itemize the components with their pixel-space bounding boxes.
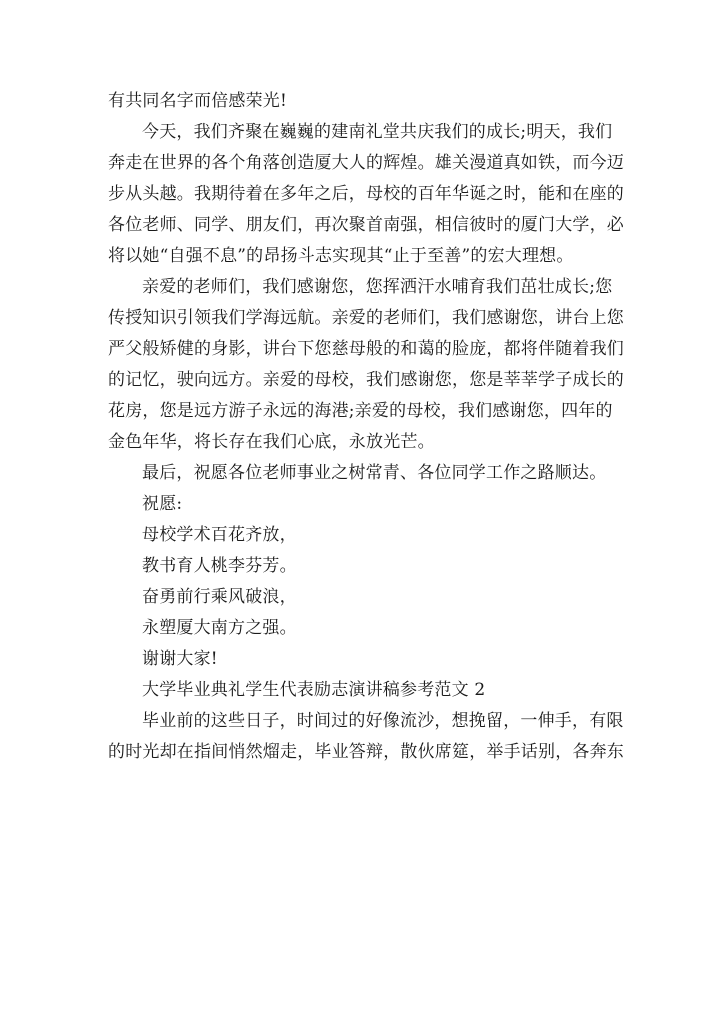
text-line: 步从头越。我期待着在多年之后，母校的百年华诞之时，能和在座的 <box>108 184 624 204</box>
document-page <box>108 86 624 768</box>
text-line: 的记忆，驶向远方。亲爱的母校，我们感谢您，您是莘莘学子成长的 <box>108 370 624 390</box>
text-line: 奋勇前行乘风破浪， <box>142 587 297 607</box>
text-line: 毕业前的这些日子，时间过的好像流沙，想挽留，一伸手，有限 <box>142 711 624 731</box>
text-line: 教书育人桃李芬芳。 <box>142 556 297 576</box>
text-line: 传授知识引领我们学海远航。亲爱的老师们，我们感谢您，讲台上您 <box>108 308 624 328</box>
text-line: 永塑厦大南方之强。 <box>142 618 297 638</box>
text-line: 的时光却在指间悄然熘走，毕业答辩，散伙席筵，举手话别，各奔东 <box>108 742 624 762</box>
text-line: 亲爱的老师们，我们感谢您，您挥洒汗水哺育我们茁壮成长;您 <box>142 277 613 297</box>
section-heading: 大学毕业典礼学生代表励志演讲稿参考范文 2 <box>142 680 486 700</box>
text-line: 有共同名字而倍感荣光! <box>108 91 288 111</box>
text-line: 花房，您是远方游子永远的海港;亲爱的母校，我们感谢您，四年的 <box>108 401 613 421</box>
text-line: 金色年华，将长存在我们心底，永放光芒。 <box>108 432 435 452</box>
text-line: 母校学术百花齐放， <box>142 525 297 545</box>
text-line: 将以她“自强不息”的昂扬斗志实现其“止于至善”的宏大理想。 <box>108 246 574 266</box>
text-line: 祝愿: <box>142 494 183 514</box>
text-line: 最后，祝愿各位老师事业之树常青、各位同学工作之路顺达。 <box>142 463 607 483</box>
text-line: 今天，我们齐聚在巍巍的建南礼堂共庆我们的成长;明天，我们 <box>142 122 613 142</box>
text-line: 奔走在世界的各个角落创造厦大人的辉煌。雄关漫道真如铁，而今迈 <box>108 153 624 173</box>
text-line: 各位老师、同学、朋友们，再次聚首南强，相信彼时的厦门大学，必 <box>108 215 624 235</box>
text-line: 严父般矫健的身影，讲台下您慈母般的和蔼的脸庞，都将伴随着我们 <box>108 339 624 359</box>
text-line: 谢谢大家! <box>142 649 218 669</box>
